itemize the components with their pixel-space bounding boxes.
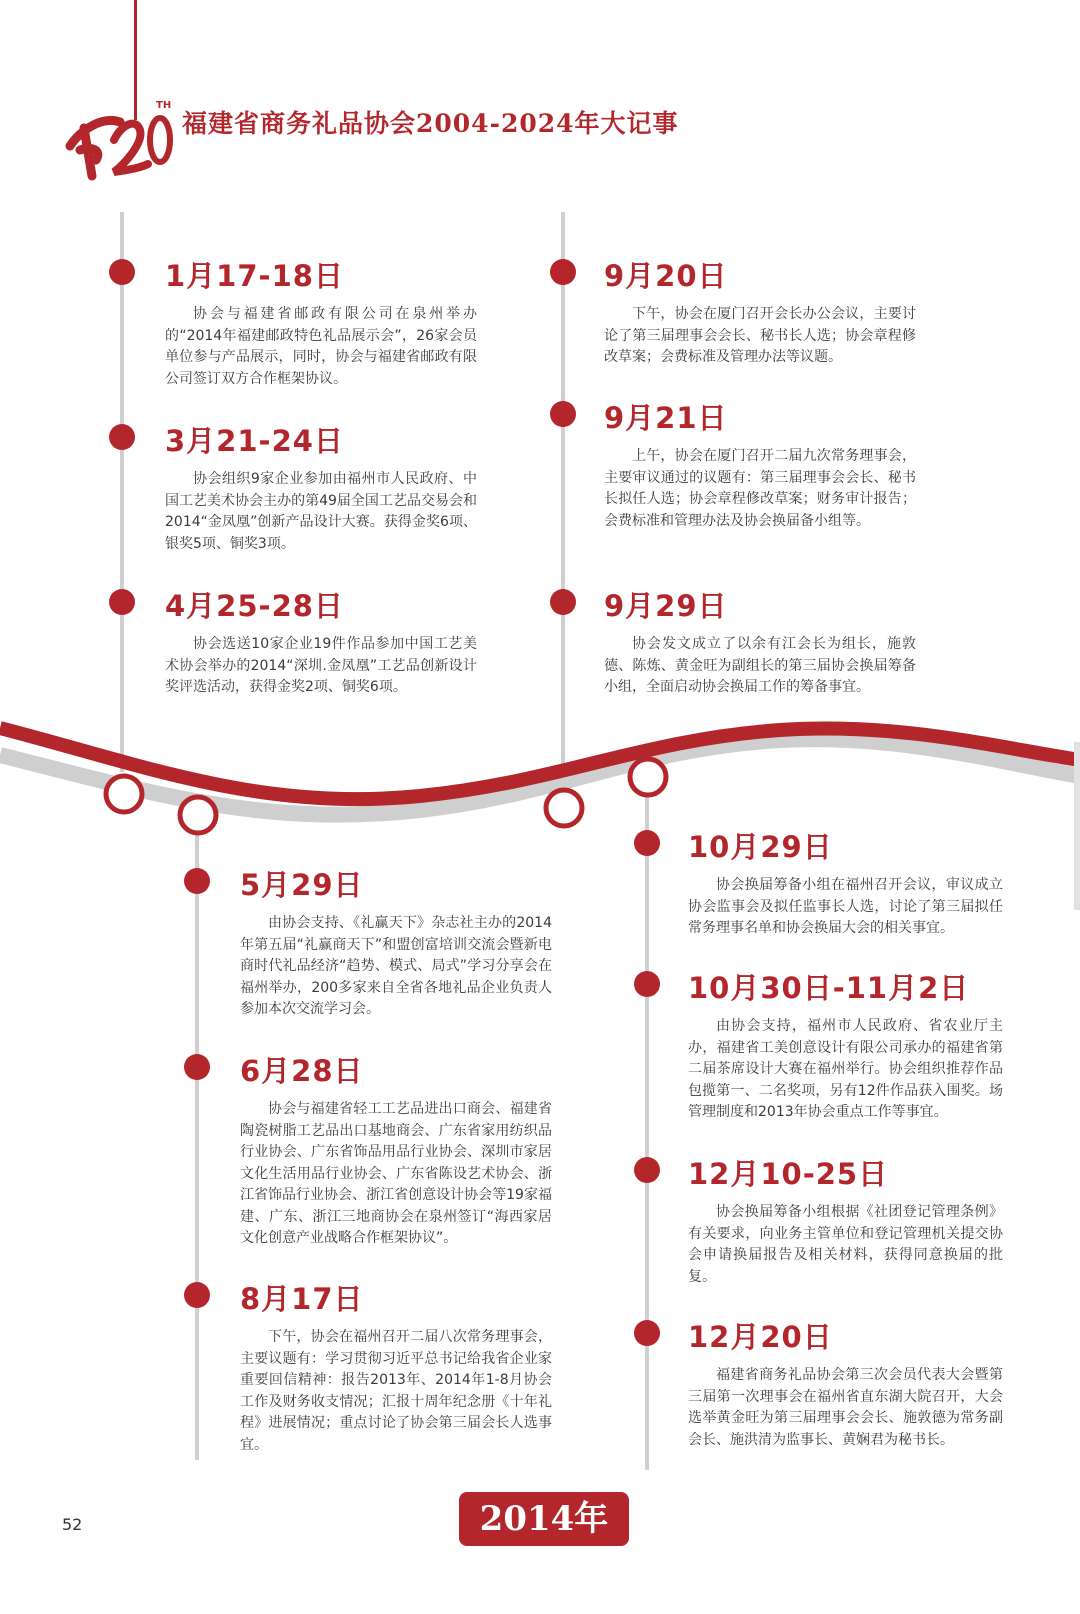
- timeline-dot: [184, 868, 210, 894]
- event-date: 3月21-24日: [165, 424, 344, 458]
- event-description: 协会与福建省轻工工艺品进出口商会、福建省陶瓷树脂工艺品出口基地商会、广东省家用纺织品行业协会、广东省饰品用品行业协会、深圳市家居文化生活用品行业协会、广东省陈设艺术协会、浙江省饰品行业协会、浙江省创意设计协会等19家福建、广东、浙江三地商协会在泉州签订“海西家居文化创意产业战略合作框架协议”。: [240, 1101, 552, 1246]
- event-date: 10月29日: [688, 830, 833, 864]
- wave-ribbon: [0, 700, 1080, 880]
- event-description: 上午，协会在厦门召开二届九次常务理事会，主要审议通过的议题有：第三届理事会会长、秘书长拟任人选；协会章程修改草案；财务审计报告；会费标准和管理办法及协会换届备小组等。: [604, 448, 916, 529]
- event-description: 协会与福建省邮政有限公司在泉州举办的“2014年福建邮政特色礼品展示会”，26家会员单位参与产品展示，同时，协会与福建省邮政有限公司签订双方合作框架协议。: [165, 306, 477, 387]
- timeline-dot: [634, 1157, 660, 1183]
- event-date: 9月20日: [604, 259, 728, 293]
- event-description: 下午，协会在厦门召开会长办公会议，主要讨论了第三届理事会会长、秘书长人选；协会章程修改草案；会费标准及管理办法等议题。: [604, 306, 916, 365]
- timeline-dot: [184, 1054, 210, 1080]
- event-description: 下午，协会在福州召开二届八次常务理事会，主要议题有：学习贯彻习近平总书记给我省企业家重要回信精神：报告2013年、2014年1-8月协会工作及财务收支情况；汇报十周年纪念册《十年礼程》进展情况；重点讨论了协会第三届会长人选事宜。: [240, 1329, 552, 1453]
- logo-superscript: TH: [156, 100, 172, 111]
- event-date: 4月25-28日: [165, 589, 344, 623]
- event-date: 6月28日: [240, 1054, 364, 1088]
- event-description: 由协会支持、《礼赢天下》杂志社主办的2014年第五届“礼赢商天下”和盟创富培训交流会暨新电商时代礼品经济“趋势、模式、局式”学习分享会在福州举办，200多家来自全省各地礼品企业负责人参加本次交流学习会。: [240, 915, 552, 1017]
- timeline-dot: [550, 401, 576, 427]
- timeline-line-right-bottom: [645, 778, 649, 1470]
- event-description: 由协会支持，福州市人民政府、省农业厅主办，福建省工美创意设计有限公司承办的福建省第二届茶席设计大赛在福州举行。协会组织推荐作品包揽第一、二名奖项，另有12件作品获入围奖。场管理制度和2013年协会重点工作等事宜。: [688, 1018, 1003, 1120]
- event-description: 协会选送10家企业19件作品参加中国工艺美术协会举办的2014“深圳.金凤凰”工艺品创新设计奖评选活动，获得金奖2项、铜奖6项。: [165, 636, 477, 695]
- event-date: 10月30日-11月2日: [688, 971, 970, 1005]
- timeline-dot: [634, 971, 660, 997]
- event-date: 9月21日: [604, 401, 728, 435]
- event-description: 协会发文成立了以余有江会长为组长，施敦德、陈炼、黄金旺为副组长的第三届协会换届筹备小组，全面启动协会换届工作的筹备事宜。: [604, 636, 916, 695]
- event-date: 9月29日: [604, 589, 728, 623]
- timeline-dot: [550, 259, 576, 285]
- event-description: 协会换届筹备小组在福州召开会议，审议成立协会监事会及拟任监事长人选，讨论了第三届拟任常务理事名单和协会换届大会的相关事宜。: [688, 877, 1003, 936]
- timeline-dot: [109, 424, 135, 450]
- event-date: 1月17-18日: [165, 259, 344, 293]
- timeline-dot: [184, 1282, 210, 1308]
- event-date: 8月17日: [240, 1282, 364, 1316]
- event-date: 12月20日: [688, 1320, 833, 1354]
- timeline-dot: [109, 259, 135, 285]
- page-number: 52: [62, 1515, 83, 1534]
- event-description: 福建省商务礼品协会第三次会员代表大会暨第三届第一次理事会在福州省直东湖大院召开，大会选举黄金旺为第三届理事会会长、施敦德为常务副会长、施洪清为监事长、黄娴君为秘书长。: [688, 1367, 1003, 1448]
- event-description: 协会换届筹备小组根据《社团登记管理条例》有关要求，向业务主管单位和登记管理机关提交协会申请换届报告及相关材料，获得同意换届的批复。: [688, 1204, 1003, 1285]
- year-badge: 2014年: [459, 1492, 629, 1546]
- page-title: 福建省商务礼品协会2004-2024年大记事: [182, 109, 679, 138]
- event-date: 5月29日: [240, 868, 364, 902]
- timeline-line-left-top: [120, 212, 124, 772]
- event-date: 12月10-25日: [688, 1157, 889, 1191]
- timeline-dot: [109, 589, 135, 615]
- page-edge-mark: [1074, 742, 1080, 910]
- timeline-line-left-bottom: [195, 820, 199, 1460]
- event-description: 协会组织9家企业参加由福州市人民政府、中国工艺美术协会主办的第49届全国工艺品交易会和2014“金凤凰”创新产品设计大赛。获得金奖6项、银奖5项、铜奖3项。: [165, 471, 477, 552]
- timeline-dot: [634, 1320, 660, 1346]
- timeline-dot: [634, 830, 660, 856]
- timeline-dot: [550, 589, 576, 615]
